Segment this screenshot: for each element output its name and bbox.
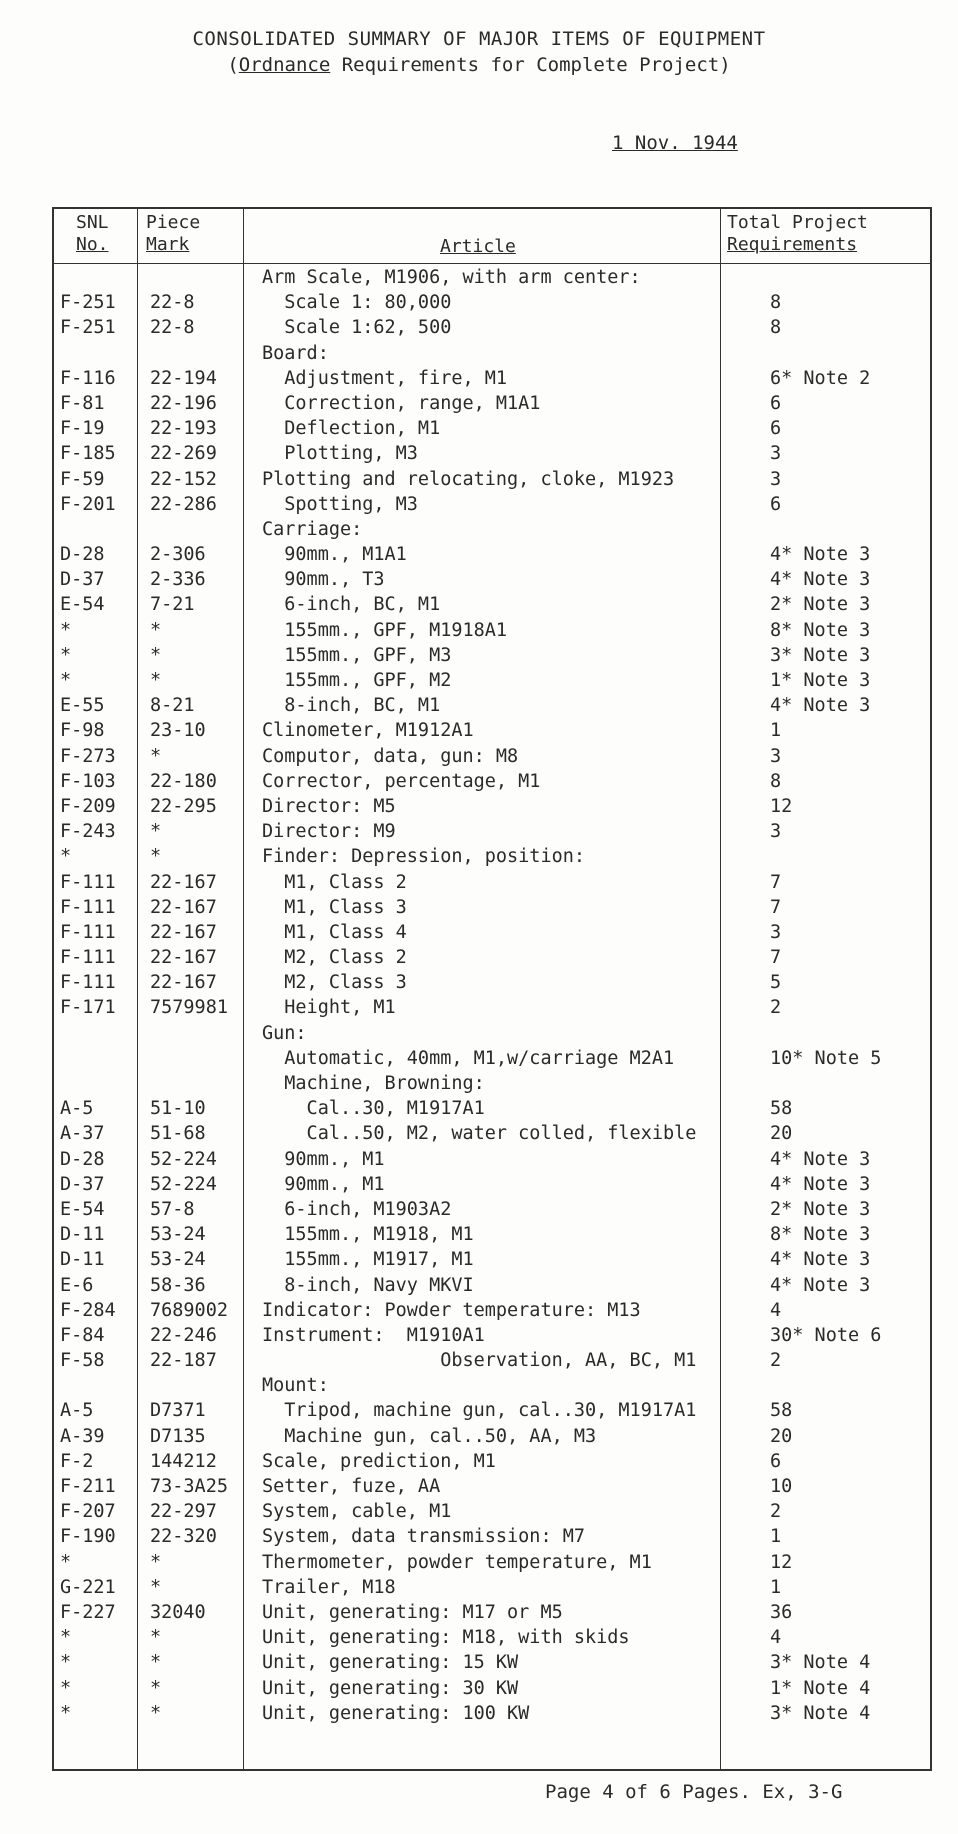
- article-cell: 6-inch, M1903A2: [262, 1198, 452, 1220]
- snl-cell: F-284: [60, 1299, 116, 1321]
- article-cell: M1, Class 2: [262, 871, 407, 893]
- article-cell: System, data transmission: M7: [262, 1526, 586, 1548]
- article-cell: M2, Class 2: [262, 947, 407, 969]
- total-cell: 3: [770, 821, 782, 843]
- total-cell: 10* Note 5: [770, 1047, 882, 1069]
- table-row: [0, 1046, 958, 1071]
- article-cell: Indicator: Powder temperature: M13: [262, 1299, 641, 1321]
- table-row: [0, 819, 958, 844]
- snl-cell: F-243: [60, 821, 116, 843]
- total-cell: 2* Note 3: [770, 594, 871, 616]
- total-cell: 8: [770, 770, 782, 792]
- article-cell: Automatic, 40mm, M1,w/carriage M2A1: [262, 1047, 675, 1069]
- total-cell: 3* Note 4: [770, 1702, 871, 1724]
- article-cell: 90mm., T3: [262, 569, 385, 591]
- snl-cell: F-111: [60, 871, 116, 893]
- snl-cell: D-37: [60, 569, 105, 591]
- table-row: [0, 970, 958, 995]
- total-cell: 3: [770, 468, 782, 490]
- snl-cell: F-190: [60, 1526, 116, 1548]
- snl-cell: F-201: [60, 493, 116, 515]
- total-cell: 1: [770, 1526, 782, 1548]
- article-cell: Mount:: [262, 1375, 329, 1397]
- article-cell: Clinometer, M1912A1: [262, 720, 474, 742]
- piece-mark-cell: 22-8: [150, 292, 195, 314]
- total-cell: 8: [770, 292, 782, 314]
- table-row: [0, 718, 958, 743]
- total-cell: 7: [770, 871, 782, 893]
- table-row: [0, 1650, 958, 1675]
- header-piece-mark: Piece Mark: [146, 212, 201, 255]
- total-cell: 2: [770, 1501, 782, 1523]
- table-row: [0, 1222, 958, 1247]
- table-row: [0, 643, 958, 668]
- total-cell: 2: [770, 997, 782, 1019]
- snl-cell: F-116: [60, 367, 116, 389]
- table-row: [0, 1147, 958, 1172]
- table-row: [0, 1197, 958, 1222]
- piece-mark-cell: 22-8: [150, 317, 195, 339]
- total-cell: 12: [770, 795, 793, 817]
- table-row: [0, 945, 958, 970]
- table-row: [0, 1449, 958, 1474]
- snl-cell: D-28: [60, 544, 105, 566]
- piece-mark-cell: 22-167: [150, 972, 217, 994]
- total-cell: 4: [770, 1299, 782, 1321]
- article-cell: M1, Class 3: [262, 896, 407, 918]
- document-title: CONSOLIDATED SUMMARY OF MAJOR ITEMS OF EQUIPMENT: [192, 28, 766, 50]
- table-row: [0, 542, 958, 567]
- article-cell: Cal..50, M2, water colled, flexible: [262, 1123, 697, 1145]
- article-cell: Setter, fuze, AA: [262, 1476, 441, 1497]
- table-row: [0, 920, 958, 945]
- article-cell: Tripod, machine gun, cal..30, M1917A1: [262, 1400, 697, 1422]
- piece-mark-cell: *: [150, 821, 162, 843]
- total-cell: 6* Note 2: [770, 367, 871, 389]
- piece-mark-cell: 22-196: [150, 392, 217, 414]
- piece-mark-cell: *: [150, 1677, 162, 1699]
- article-cell: Finder: Depression, position:: [262, 846, 586, 868]
- snl-cell: G-221: [60, 1576, 116, 1598]
- snl-cell: F-98: [60, 720, 105, 742]
- table-row: [0, 1273, 958, 1298]
- snl-cell: F-111: [60, 921, 116, 943]
- piece-mark-cell: 22-180: [150, 770, 217, 792]
- snl-cell: *: [60, 846, 72, 868]
- piece-mark-cell: 22-167: [150, 871, 217, 893]
- article-cell: 90mm., M1A1: [262, 544, 407, 566]
- article-cell: Plotting and relocating, cloke, M1923: [262, 468, 675, 490]
- snl-cell: F-81: [60, 392, 105, 414]
- article-cell: Board:: [262, 342, 329, 364]
- article-cell: Unit, generating: 100 KW: [262, 1702, 530, 1724]
- document-subtitle: (Ordnance Requirements for Complete Project): [227, 54, 731, 76]
- table-row: [0, 844, 958, 869]
- table-row: [0, 1625, 958, 1650]
- piece-mark-cell: 51-10: [150, 1098, 206, 1120]
- total-cell: 4* Note 3: [770, 1173, 871, 1195]
- table-row: [0, 416, 958, 441]
- piece-mark-cell: 7689002: [150, 1299, 228, 1321]
- snl-cell: *: [60, 1551, 72, 1573]
- table-row: [0, 1676, 958, 1701]
- article-cell: 8-inch, BC, M1: [262, 695, 441, 717]
- piece-mark-cell: 22-246: [150, 1324, 217, 1346]
- total-cell: 4* Note 3: [770, 1148, 871, 1170]
- article-cell: Deflection, M1: [262, 418, 441, 440]
- total-cell: 2* Note 3: [770, 1198, 871, 1220]
- total-cell: 3: [770, 443, 782, 465]
- table-row: [0, 290, 958, 315]
- piece-mark-cell: *: [150, 670, 162, 691]
- piece-mark-cell: 22-269: [150, 443, 217, 465]
- table-row: [0, 1424, 958, 1449]
- article-cell: 155mm., GPF, M2: [262, 670, 452, 691]
- article-cell: Machine, Browning:: [262, 1073, 485, 1094]
- piece-mark-cell: 22-295: [150, 795, 217, 817]
- piece-mark-cell: *: [150, 1652, 162, 1674]
- table-row: [0, 467, 958, 492]
- article-cell: System, cable, M1: [262, 1501, 452, 1523]
- article-cell: Scale, prediction, M1: [262, 1450, 496, 1472]
- table-row: [0, 492, 958, 517]
- table-row: [0, 567, 958, 592]
- article-cell: 6-inch, BC, M1: [262, 594, 441, 616]
- snl-cell: A-5: [60, 1400, 94, 1422]
- table-row: [0, 1172, 958, 1197]
- total-cell: 1* Note 3: [770, 670, 871, 691]
- total-cell: 4* Note 3: [770, 1274, 871, 1296]
- article-cell: Machine gun, cal..50, AA, M3: [262, 1425, 597, 1447]
- total-cell: 1: [770, 1576, 782, 1598]
- table-row: [0, 1524, 958, 1549]
- article-cell: Observation, AA, BC, M1: [262, 1350, 697, 1372]
- article-cell: 155mm., M1917, M1: [262, 1249, 474, 1271]
- article-cell: Adjustment, fire, M1: [262, 367, 508, 389]
- total-cell: 12: [770, 1551, 793, 1573]
- table-row: [0, 1550, 958, 1575]
- table-row: [0, 693, 958, 718]
- piece-mark-cell: 22-167: [150, 947, 217, 969]
- total-cell: 8* Note 3: [770, 1224, 871, 1246]
- article-cell: 90mm., M1: [262, 1148, 385, 1170]
- page-footer: Page 4 of 6 Pages. Ex, 3-G: [545, 1781, 843, 1803]
- snl-cell: *: [60, 1652, 72, 1674]
- table-row: [0, 391, 958, 416]
- total-cell: 6: [770, 493, 782, 515]
- piece-mark-cell: 32040: [150, 1601, 206, 1623]
- snl-cell: D-37: [60, 1173, 105, 1195]
- piece-mark-cell: *: [150, 644, 162, 666]
- table-row: [0, 895, 958, 920]
- total-cell: 1* Note 4: [770, 1677, 871, 1699]
- piece-mark-cell: *: [150, 1627, 162, 1649]
- piece-mark-cell: 22-167: [150, 921, 217, 943]
- table-row: [0, 995, 958, 1020]
- snl-cell: D-11: [60, 1249, 105, 1271]
- snl-cell: E-55: [60, 695, 105, 717]
- snl-cell: F-111: [60, 972, 116, 994]
- snl-cell: E-54: [60, 1198, 105, 1220]
- piece-mark-cell: *: [150, 745, 162, 767]
- article-cell: 155mm., GPF, M1918A1: [262, 619, 508, 641]
- table-row: [0, 441, 958, 466]
- piece-mark-cell: 57-8: [150, 1198, 195, 1220]
- snl-cell: F-84: [60, 1324, 105, 1346]
- piece-mark-cell: 2-306: [150, 544, 206, 566]
- snl-cell: *: [60, 619, 72, 641]
- article-cell: Scale 1: 80,000: [262, 292, 452, 314]
- piece-mark-cell: 22-194: [150, 367, 217, 389]
- total-cell: 1: [770, 720, 782, 742]
- article-cell: Unit, generating: 15 KW: [262, 1652, 519, 1674]
- total-cell: 8* Note 3: [770, 619, 871, 641]
- table-row: [0, 1247, 958, 1272]
- total-cell: 10: [770, 1476, 793, 1497]
- total-cell: 58: [770, 1400, 793, 1422]
- table-row: [0, 744, 958, 769]
- snl-cell: F-207: [60, 1501, 116, 1523]
- snl-cell: D-11: [60, 1224, 105, 1246]
- piece-mark-cell: 8-21: [150, 695, 195, 717]
- piece-mark-cell: *: [150, 1576, 162, 1598]
- article-cell: M2, Class 3: [262, 972, 407, 994]
- piece-mark-cell: *: [150, 1702, 162, 1724]
- snl-cell: A-37: [60, 1123, 105, 1145]
- total-cell: 6: [770, 392, 782, 414]
- article-cell: Correction, range, M1A1: [262, 392, 541, 414]
- snl-cell: F-185: [60, 443, 116, 465]
- article-cell: Unit, generating: M18, with skids: [262, 1627, 630, 1649]
- snl-cell: F-227: [60, 1601, 116, 1623]
- piece-mark-cell: 7-21: [150, 594, 195, 616]
- table-row: [0, 1600, 958, 1625]
- table-body: [0, 265, 958, 1726]
- table-row: [0, 1021, 958, 1046]
- piece-mark-cell: *: [150, 1551, 162, 1573]
- total-cell: 2: [770, 1350, 782, 1372]
- header-snl: SNL No.: [76, 212, 109, 255]
- piece-mark-cell: 22-297: [150, 1501, 217, 1523]
- table-row: [0, 1398, 958, 1423]
- header-article: Article: [440, 236, 516, 257]
- snl-cell: F-273: [60, 745, 116, 767]
- table-row: [0, 1071, 958, 1096]
- article-cell: Cal..30, M1917A1: [262, 1098, 485, 1120]
- article-cell: Trailer, M18: [262, 1576, 396, 1598]
- total-cell: 6: [770, 418, 782, 440]
- piece-mark-cell: *: [150, 846, 162, 868]
- piece-mark-cell: 52-224: [150, 1148, 217, 1170]
- table-row: [0, 1298, 958, 1323]
- total-cell: 7: [770, 896, 782, 918]
- piece-mark-cell: 22-286: [150, 493, 217, 515]
- piece-mark-cell: 23-10: [150, 720, 206, 742]
- article-cell: Arm Scale, M1906, with arm center:: [262, 267, 641, 288]
- article-cell: Gun:: [262, 1022, 307, 1044]
- table-row: [0, 870, 958, 895]
- table-row: [0, 1121, 958, 1146]
- table-row: [0, 1575, 958, 1600]
- snl-cell: A-5: [60, 1098, 94, 1120]
- snl-cell: F-111: [60, 896, 116, 918]
- snl-cell: F-251: [60, 317, 116, 339]
- total-cell: 4* Note 3: [770, 695, 871, 717]
- piece-mark-cell: D7135: [150, 1425, 206, 1447]
- piece-mark-cell: 73-3A25: [150, 1476, 228, 1497]
- total-cell: 4* Note 3: [770, 569, 871, 591]
- table-row: [0, 1701, 958, 1726]
- article-cell: M1, Class 4: [262, 921, 407, 943]
- article-cell: Unit, generating: 30 KW: [262, 1677, 519, 1699]
- snl-cell: F-19: [60, 418, 105, 440]
- snl-cell: F-59: [60, 468, 105, 490]
- table-row: [0, 341, 958, 366]
- total-cell: 4: [770, 1627, 782, 1649]
- table-row: [0, 315, 958, 340]
- article-cell: Carriage:: [262, 518, 363, 540]
- snl-cell: *: [60, 644, 72, 666]
- snl-cell: E-54: [60, 594, 105, 616]
- piece-mark-cell: 53-24: [150, 1249, 206, 1271]
- article-cell: 90mm., M1: [262, 1173, 385, 1195]
- piece-mark-cell: 51-68: [150, 1123, 206, 1145]
- total-cell: 20: [770, 1123, 793, 1145]
- article-cell: Corrector, percentage, M1: [262, 770, 541, 792]
- snl-cell: F-111: [60, 947, 116, 969]
- snl-cell: *: [60, 1702, 72, 1724]
- snl-cell: F-58: [60, 1350, 105, 1372]
- total-cell: 30* Note 6: [770, 1324, 882, 1346]
- piece-mark-cell: 22-187: [150, 1350, 217, 1372]
- table-row: [0, 1499, 958, 1524]
- total-cell: 4* Note 3: [770, 1249, 871, 1271]
- header-total: Total Project Requirements: [727, 212, 868, 255]
- snl-cell: A-39: [60, 1425, 105, 1447]
- table-row: [0, 1373, 958, 1398]
- snl-cell: F-171: [60, 997, 116, 1019]
- piece-mark-cell: 2-336: [150, 569, 206, 591]
- total-cell: 3* Note 4: [770, 1652, 871, 1674]
- table-row: [0, 1474, 958, 1499]
- total-cell: 4* Note 3: [770, 544, 871, 566]
- article-cell: 155mm., M1918, M1: [262, 1224, 474, 1246]
- total-cell: 5: [770, 972, 782, 994]
- table-row: [0, 1096, 958, 1121]
- piece-mark-cell: 52-224: [150, 1173, 217, 1195]
- piece-mark-cell: 22-193: [150, 418, 217, 440]
- piece-mark-cell: 7579981: [150, 997, 228, 1019]
- piece-mark-cell: 22-167: [150, 896, 217, 918]
- total-cell: 20: [770, 1425, 793, 1447]
- snl-cell: *: [60, 1677, 72, 1699]
- article-cell: Director: M9: [262, 821, 396, 843]
- article-cell: Spotting, M3: [262, 493, 418, 515]
- total-cell: 3* Note 3: [770, 644, 871, 666]
- table-row: [0, 592, 958, 617]
- total-cell: 8: [770, 317, 782, 339]
- table-row: [0, 265, 958, 290]
- piece-mark-cell: D7371: [150, 1400, 206, 1422]
- snl-cell: F-211: [60, 1476, 116, 1497]
- article-cell: Plotting, M3: [262, 443, 418, 465]
- total-cell: 3: [770, 745, 782, 767]
- table-row: [0, 618, 958, 643]
- table-row: [0, 517, 958, 542]
- header-divider: [52, 263, 932, 264]
- article-cell: Height, M1: [262, 997, 396, 1019]
- table-row: [0, 794, 958, 819]
- article-cell: 8-inch, Navy MKVI: [262, 1274, 474, 1296]
- total-cell: 58: [770, 1098, 793, 1120]
- snl-cell: F-103: [60, 770, 116, 792]
- article-cell: Instrument: M1910A1: [262, 1324, 485, 1346]
- snl-cell: F-2: [60, 1450, 94, 1472]
- snl-cell: F-251: [60, 292, 116, 314]
- subtitle-underlined-word: Ordnance: [238, 54, 331, 76]
- article-cell: Unit, generating: M17 or M5: [262, 1601, 563, 1623]
- table-row: [0, 769, 958, 794]
- snl-cell: F-209: [60, 795, 116, 817]
- table-row: [0, 1348, 958, 1373]
- piece-mark-cell: 53-24: [150, 1224, 206, 1246]
- table-row: [0, 668, 958, 693]
- article-cell: Scale 1:62, 500: [262, 317, 452, 339]
- total-cell: 3: [770, 921, 782, 943]
- total-cell: 7: [770, 947, 782, 969]
- article-cell: 155mm., GPF, M3: [262, 644, 452, 666]
- table-row: [0, 366, 958, 391]
- snl-cell: D-28: [60, 1148, 105, 1170]
- document-date: 1 Nov. 1944: [612, 132, 738, 154]
- snl-cell: *: [60, 670, 72, 691]
- piece-mark-cell: *: [150, 619, 162, 641]
- piece-mark-cell: 144212: [150, 1450, 217, 1472]
- snl-cell: E-6: [60, 1274, 94, 1296]
- table-row: [0, 1323, 958, 1348]
- article-cell: Thermometer, powder temperature, M1: [262, 1551, 652, 1573]
- article-cell: Director: M5: [262, 795, 396, 817]
- piece-mark-cell: 22-320: [150, 1526, 217, 1548]
- article-cell: Computor, data, gun: M8: [262, 745, 519, 767]
- piece-mark-cell: 58-36: [150, 1274, 206, 1296]
- piece-mark-cell: 22-152: [150, 468, 217, 490]
- total-cell: 36: [770, 1601, 793, 1623]
- snl-cell: *: [60, 1627, 72, 1649]
- total-cell: 6: [770, 1450, 782, 1472]
